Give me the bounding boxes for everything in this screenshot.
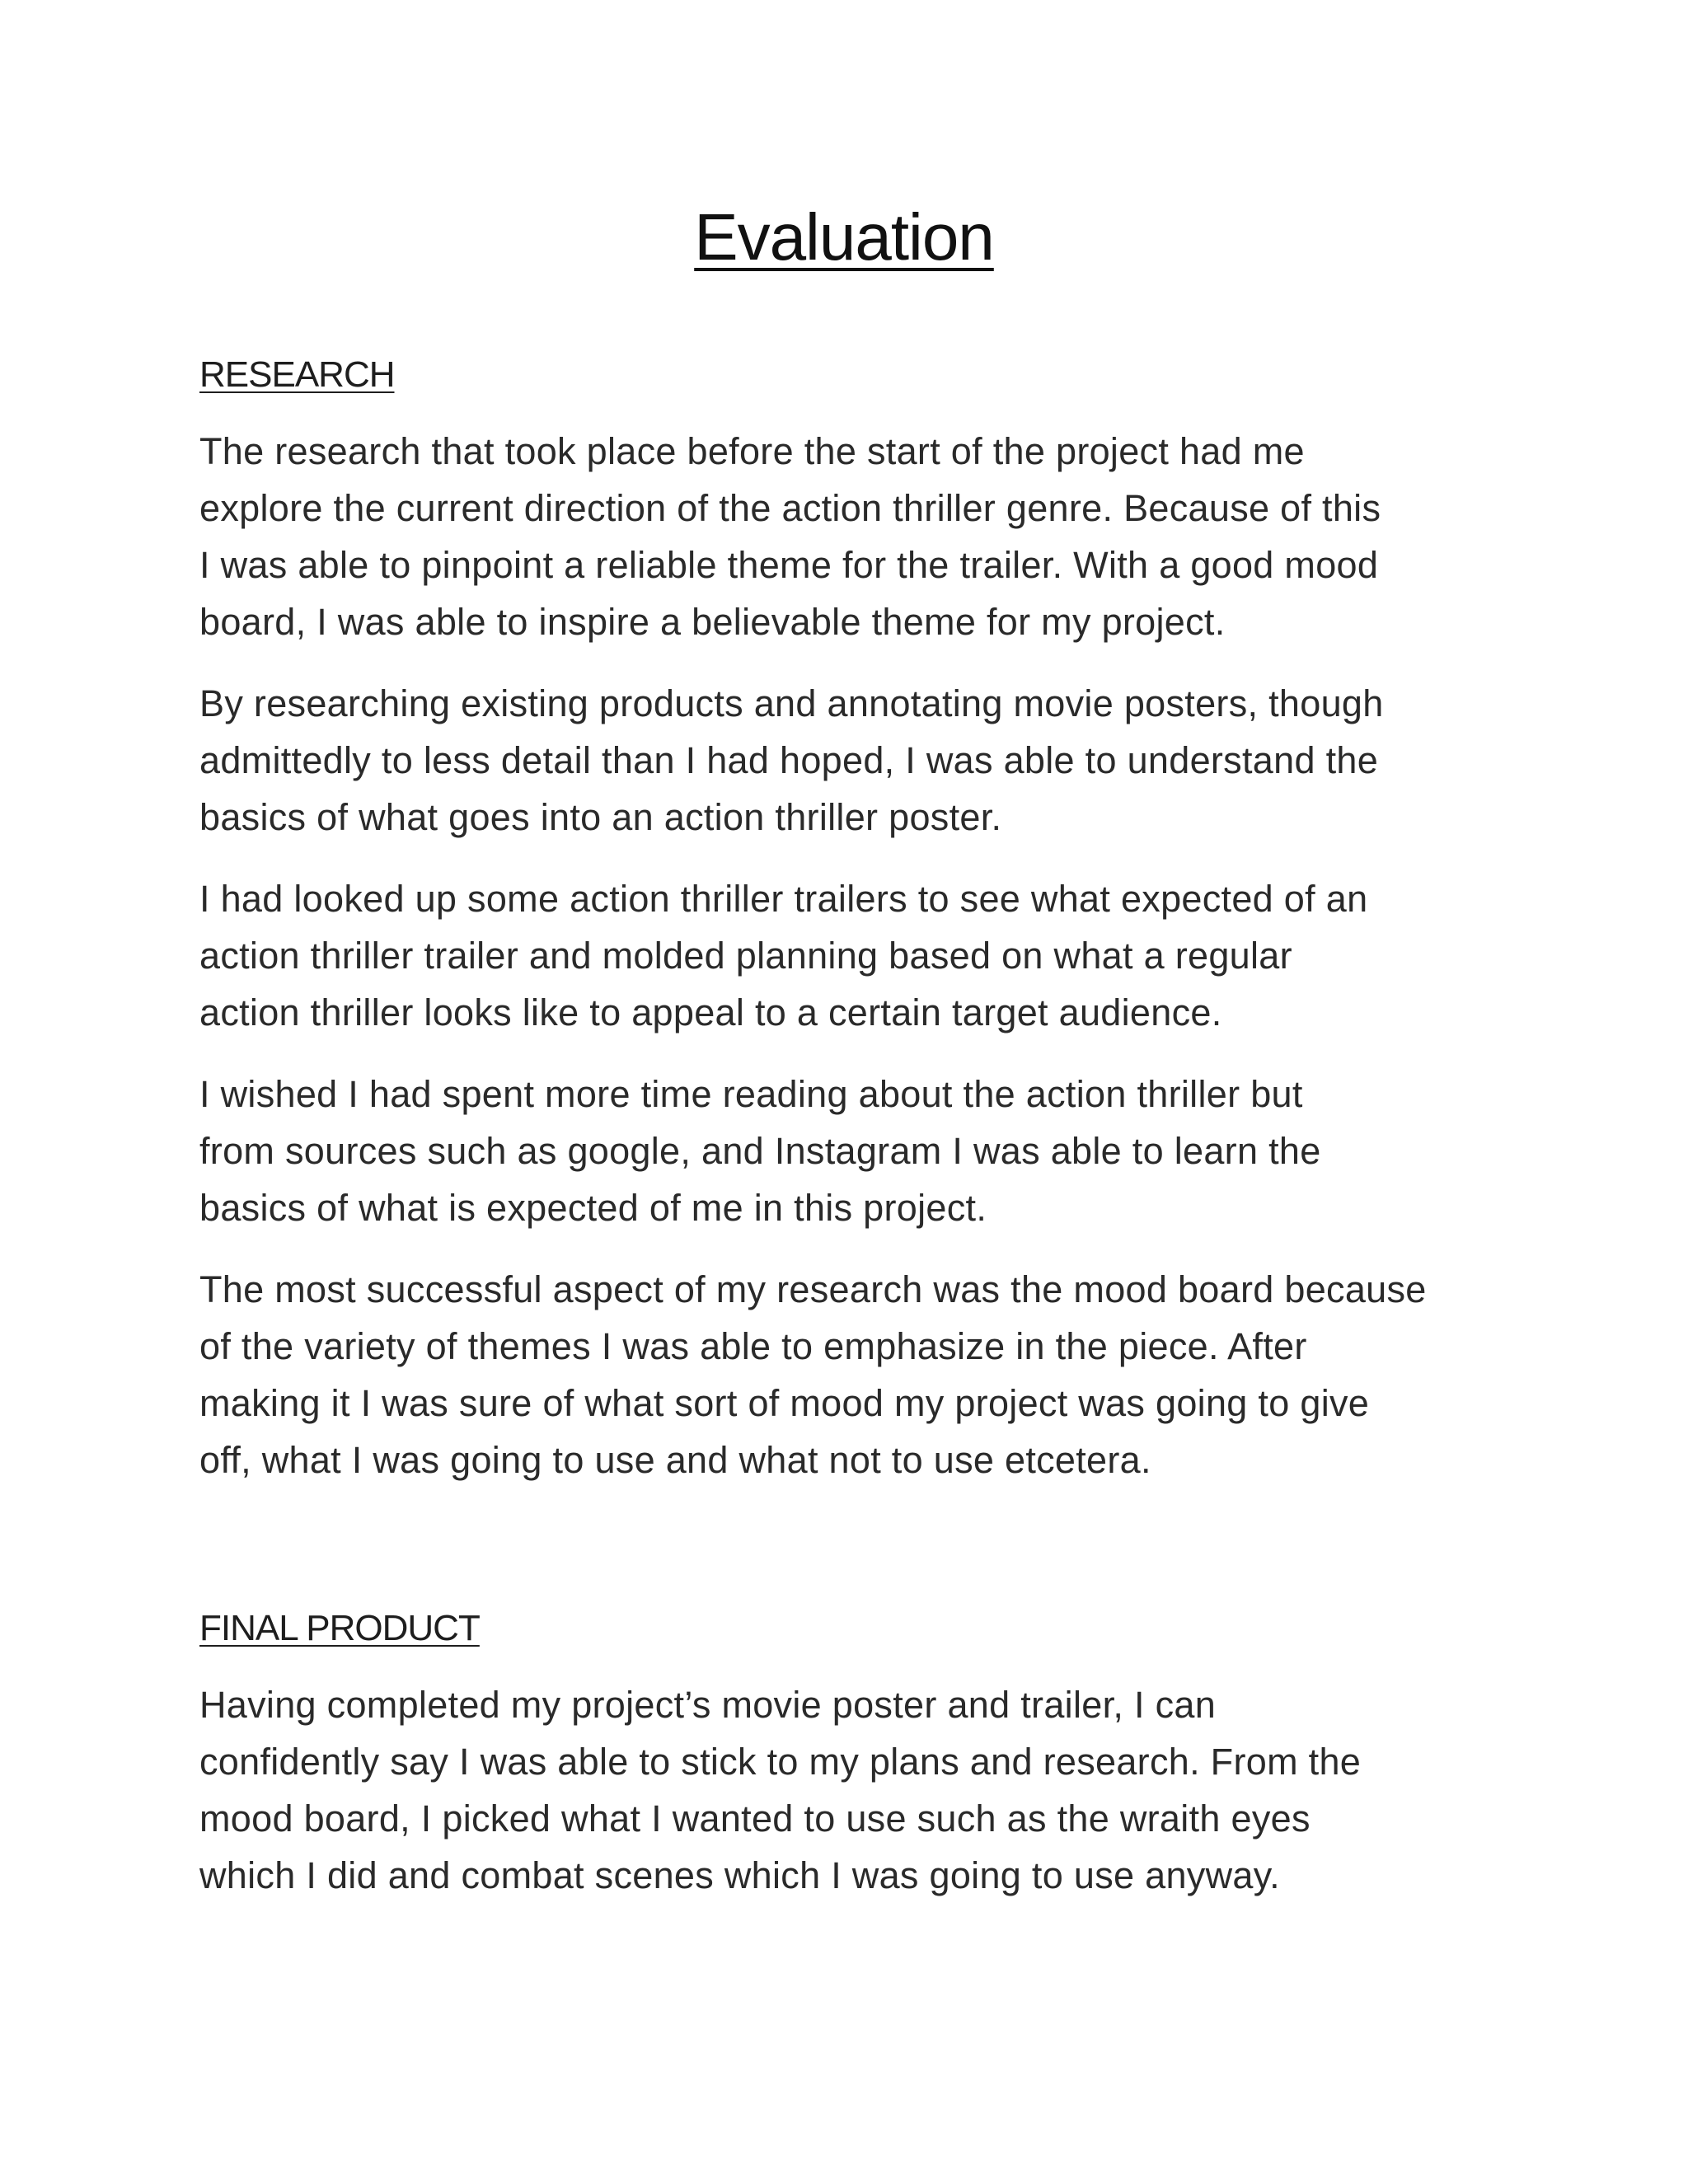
text-line: action thriller looks like to appeal to a certain target audience.: [199, 991, 1222, 1033]
text-line: mood board, I picked what I wanted to use such as the wraith eyes: [199, 1797, 1311, 1840]
text-line: of the variety of themes I was able to emphasize in the piece. After: [199, 1325, 1307, 1367]
text-line: The most successful aspect of my research was the mood board because: [199, 1268, 1427, 1310]
text-line: The research that took place before the start of the project had me: [199, 430, 1305, 472]
section-research: [199, 350, 1518, 1488]
text-line: explore the current direction of the action thriller genre. Because of this: [199, 487, 1381, 529]
paragraph: [199, 1261, 1518, 1488]
text-line: from sources such as google, and Instagram I was able to learn the: [199, 1130, 1321, 1172]
paragraph: [199, 1676, 1518, 1904]
text-line: I was able to pinpoint a reliable theme for the trailer. With a good mood: [199, 544, 1379, 586]
text-line: basics of what is expected of me in this project.: [199, 1187, 987, 1229]
text-line: off, what I was going to use and what not to use etcetera.: [199, 1439, 1151, 1481]
text-line: basics of what goes into an action thriller poster.: [199, 796, 1002, 838]
text-line: I had looked up some action thriller trailers to see what expected of an: [199, 878, 1368, 920]
text-line: board, I was able to inspire a believable theme for my project.: [199, 601, 1226, 643]
text-line: confidently say I was able to stick to my plans and research. From the: [199, 1741, 1362, 1783]
page-title-text: Evaluation: [694, 200, 994, 274]
page-title: [0, 196, 1688, 279]
document-body: [199, 350, 1518, 1904]
section-heading-final-product: FINAL PRODUCT: [199, 1608, 480, 1648]
section-heading-research: RESEARCH: [199, 354, 395, 395]
paragraph: [199, 870, 1518, 1041]
section-final-product: [199, 1604, 1518, 1904]
paragraph: [199, 675, 1518, 846]
text-line: making it I was sure of what sort of mood my project was going to give: [199, 1382, 1370, 1424]
paragraph: [199, 423, 1518, 650]
text-line: Having completed my project’s movie poster and trailer, I can: [199, 1684, 1217, 1726]
text-line: By researching existing products and annotating movie posters, though: [199, 682, 1384, 724]
paragraph: [199, 1066, 1518, 1236]
text-line: I wished I had spent more time reading about the action thriller but: [199, 1073, 1303, 1115]
text-line: which I did and combat scenes which I was going to use anyway.: [199, 1854, 1280, 1896]
text-line: admittedly to less detail than I had hoped, I was able to understand the: [199, 739, 1379, 781]
text-line: action thriller trailer and molded planning based on what a regular: [199, 935, 1292, 977]
